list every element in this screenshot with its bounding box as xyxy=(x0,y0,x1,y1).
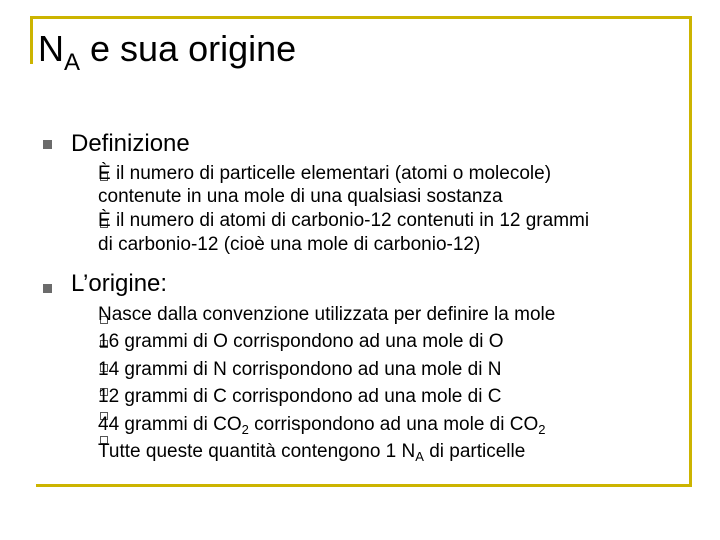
list-item-line: contenute in una mole di una qualsiasi sostanza xyxy=(98,186,503,207)
title-rest: e sua origine xyxy=(80,28,297,69)
list-item: 16 grammi di O corrispondono ad una mole di O xyxy=(98,331,504,352)
item-subscript: 2 xyxy=(538,422,546,437)
list-item xyxy=(98,441,525,463)
list-item: 14 grammi di N corrispondono ad una mole di N xyxy=(98,359,502,380)
list-item-line: È il numero di particelle elementari (atomi o molecole) xyxy=(98,163,552,184)
list-item: 12 grammi di C corrispondono ad una mole di C xyxy=(98,386,502,407)
item-subscript: 2 xyxy=(241,422,249,437)
frame-left-border xyxy=(30,16,33,64)
section-heading: Definizione xyxy=(71,130,190,157)
item-subscript: A xyxy=(415,449,424,464)
list-item xyxy=(98,414,545,436)
list-item: Nasce dalla convenzione utilizzata per definire la mole xyxy=(98,304,556,325)
item-text-part: corrispondono ad una mole di CO xyxy=(248,414,539,435)
section-heading: L’origine: xyxy=(71,270,168,297)
title-subscript: A xyxy=(64,49,81,76)
slide-title xyxy=(38,27,297,76)
frame-right-border xyxy=(689,16,692,487)
item-text-part: Tutte queste quantità contengono 1 N xyxy=(98,441,416,462)
item-text-part: di particelle xyxy=(423,441,526,462)
frame-top-border xyxy=(30,16,692,19)
item-text-part: 44 grammi di CO xyxy=(98,414,242,435)
frame-bottom-border xyxy=(36,484,692,487)
square-bullet-icon xyxy=(43,284,52,293)
list-item-line: di carbonio-12 (cioè una mole di carbonio-12) xyxy=(98,234,481,255)
title-main: N xyxy=(38,28,64,69)
square-bullet-icon xyxy=(43,140,52,149)
list-item-line: È il numero di atomi di carbonio-12 contenuti in 12 grammi xyxy=(98,210,590,231)
